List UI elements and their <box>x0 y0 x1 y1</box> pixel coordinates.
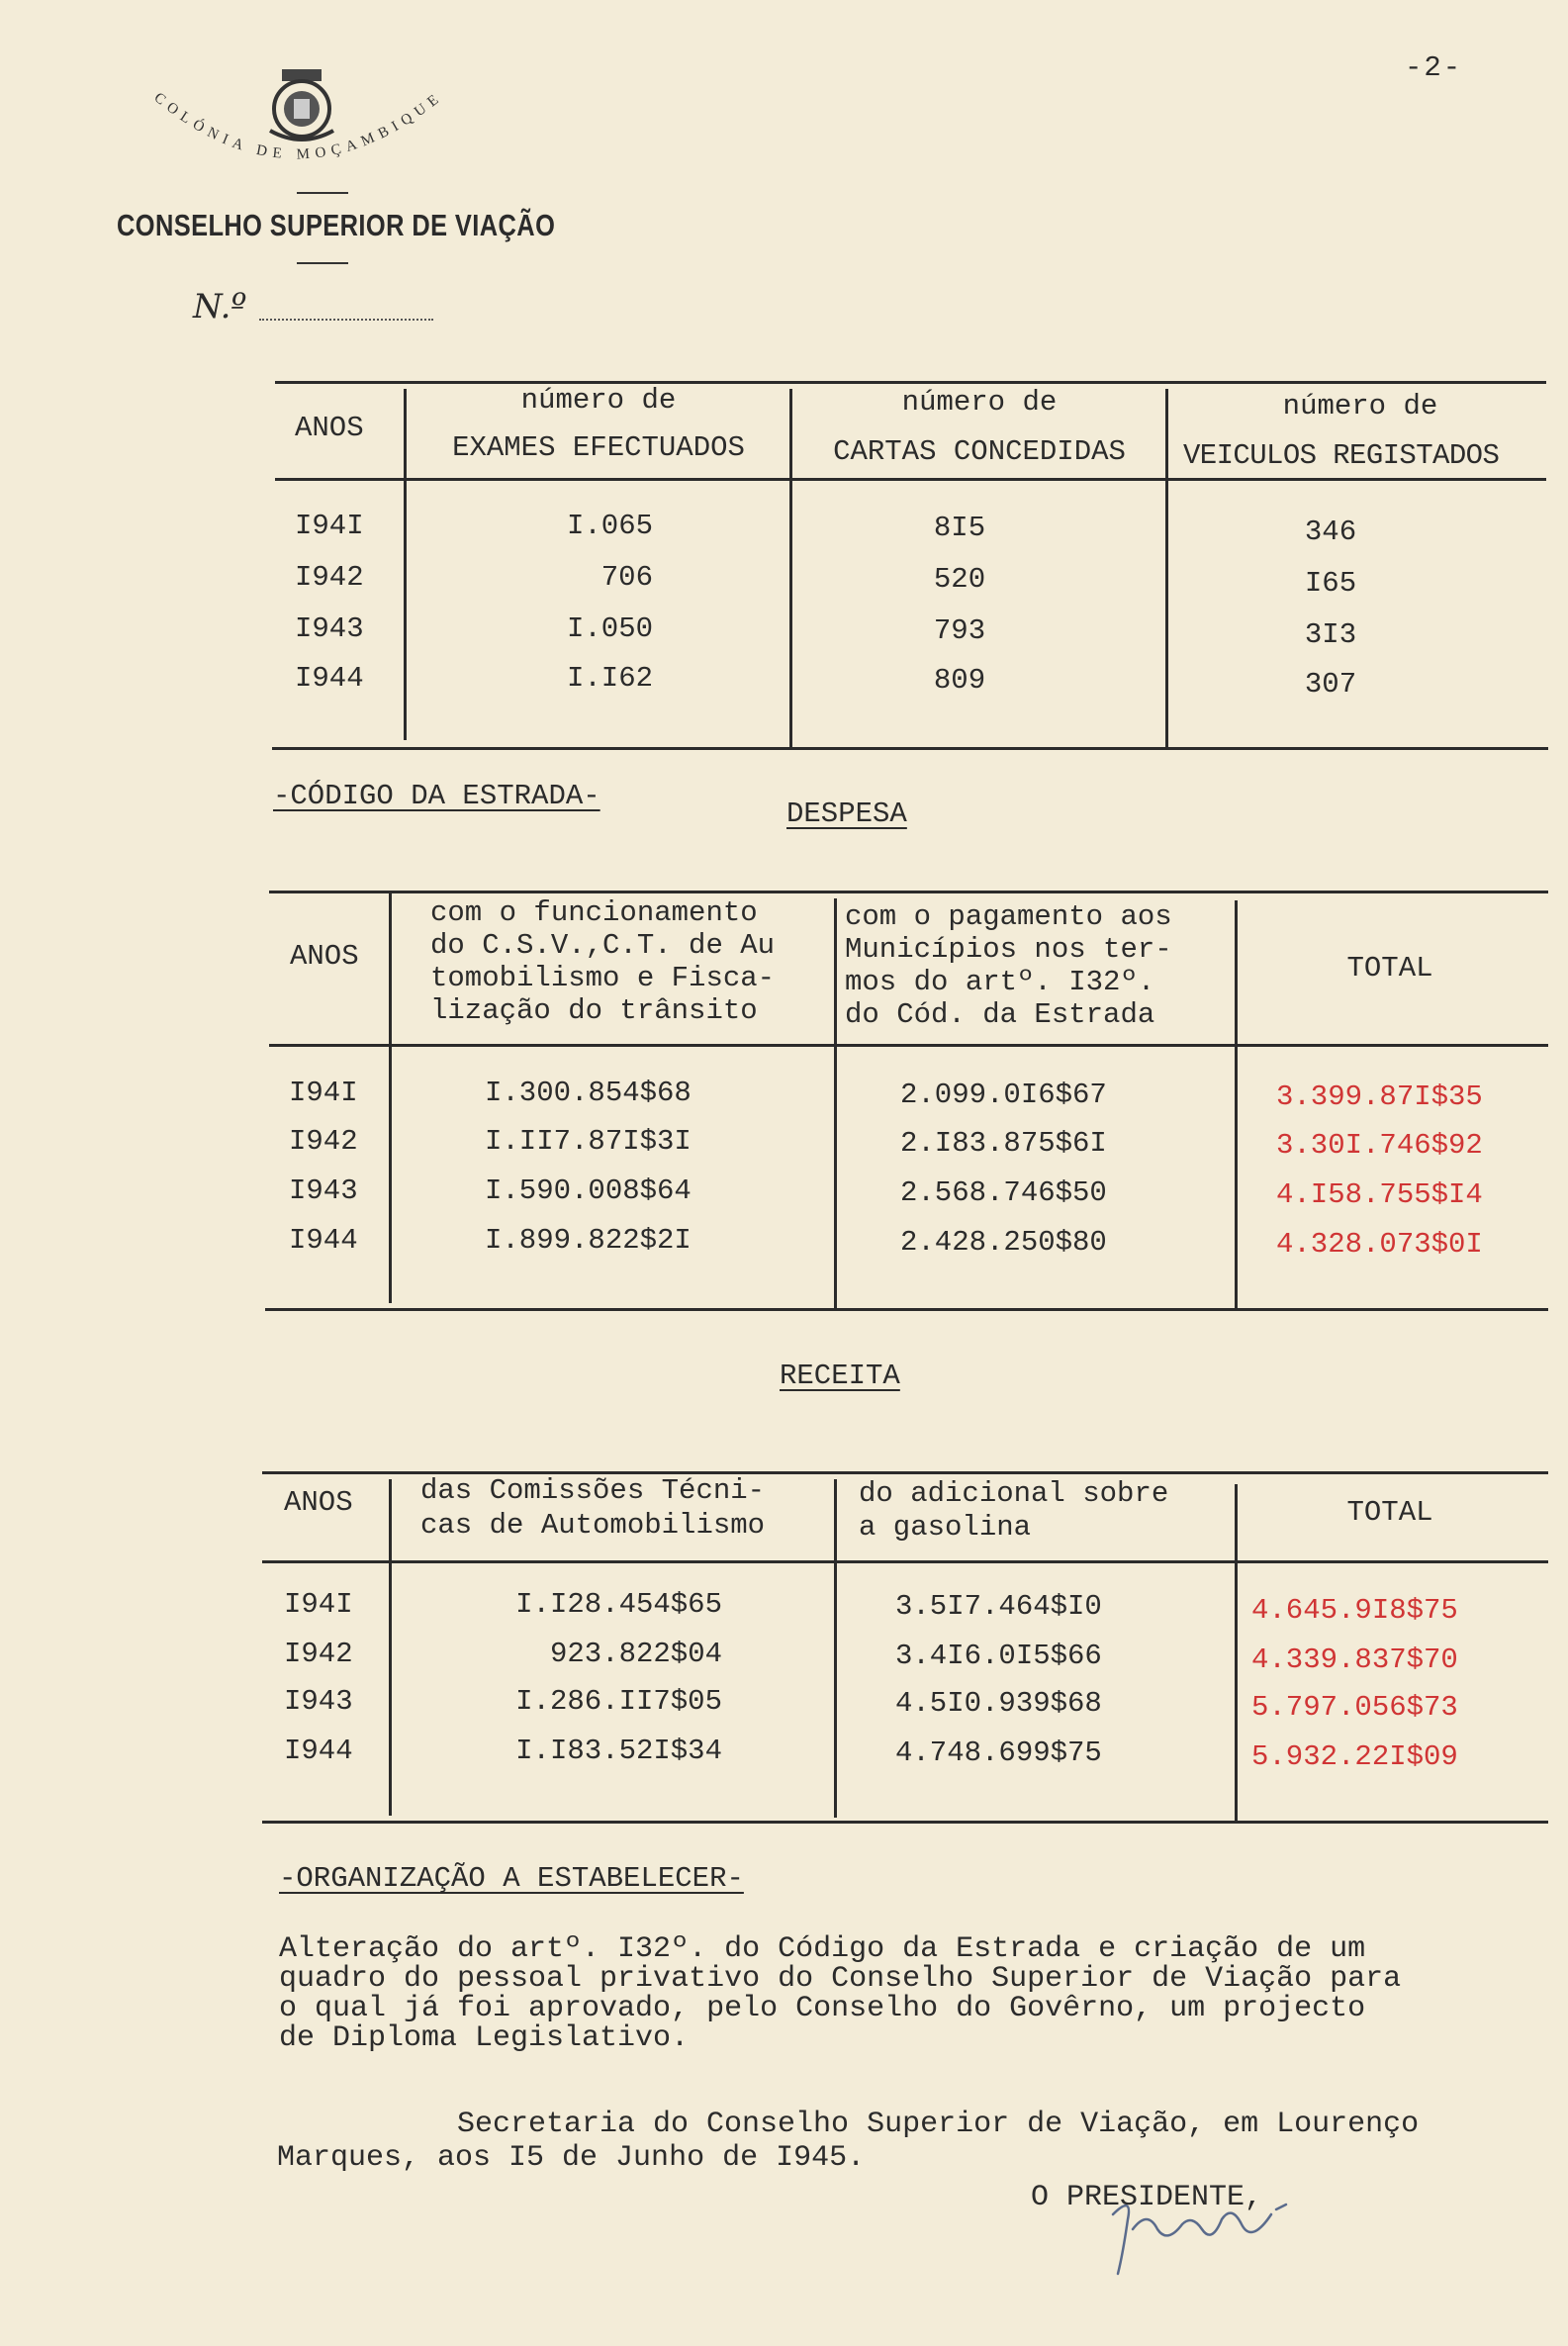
despesa-cell-pagamento: 2.428.250$80 <box>900 1226 1107 1259</box>
despesa-cell-funcionamento: I.II7.87I$3I <box>485 1125 692 1158</box>
table1-header-cartas-top: número de <box>901 386 1058 419</box>
table1-cell-exames: I.050 <box>566 612 653 645</box>
receita-cell-ano: I943 <box>284 1685 353 1718</box>
table1-header-anos: ANOS <box>295 412 364 444</box>
receita-cell-total: 4.645.9I8$75 <box>1251 1594 1458 1627</box>
letterhead-rule-bottom <box>297 262 348 264</box>
receita-cell-ano: I942 <box>284 1638 353 1670</box>
despesa-header-col2-line2: Municípios nos ter- <box>845 933 1172 966</box>
table1-cell-ano: I942 <box>295 561 364 594</box>
coat-of-arms-icon <box>262 67 341 146</box>
despesa-header-col2-line1: com o pagamento aos <box>845 900 1172 933</box>
receita-cell-adicional: 4.748.699$75 <box>895 1736 1102 1769</box>
receita-cell-comissoes: I.I83.52I$34 <box>515 1735 722 1767</box>
despesa-top-rule <box>269 891 1548 893</box>
despesa-header-col1-line1: com o funcionamento <box>430 896 758 929</box>
table1-header-cartas-bottom: CARTAS CONCEDIDAS <box>833 435 1126 468</box>
table1-cell-veiculos: I65 <box>1304 567 1357 600</box>
despesa-col-divider <box>834 898 837 1308</box>
table1-cell-ano: I944 <box>295 662 364 695</box>
receita-col-divider <box>834 1479 837 1818</box>
table1-cell-exames: I.065 <box>566 510 653 542</box>
organizacao-title: -ORGANIZAÇÃO A ESTABELECER- <box>279 1862 744 1895</box>
receita-header-col1-line2: cas de Automobilismo <box>420 1509 766 1542</box>
receita-cell-ano: I944 <box>284 1735 353 1767</box>
receita-cell-total: 5.932.22I$09 <box>1251 1740 1458 1773</box>
letterhead-rule-top <box>297 192 348 194</box>
despesa-col-divider <box>1235 900 1238 1308</box>
table1-cell-cartas: 520 <box>933 563 986 596</box>
table1-cell-veiculos: 307 <box>1304 668 1357 701</box>
receita-header-col1-line1: das Comissões Técni- <box>420 1474 766 1507</box>
table1-cell-cartas: 8I5 <box>933 512 986 544</box>
despesa-cell-ano: I943 <box>289 1174 358 1207</box>
despesa-cell-funcionamento: I.300.854$68 <box>485 1077 692 1109</box>
table1-cell-cartas: 793 <box>933 614 986 647</box>
despesa-bottom-rule <box>265 1308 1548 1311</box>
receita-header-col2-line1: do adicional sobre <box>859 1477 1169 1510</box>
receita-col-divider <box>389 1479 392 1816</box>
table1-col-divider <box>404 389 407 740</box>
table1-cell-veiculos: 346 <box>1304 516 1357 548</box>
despesa-cell-pagamento: 2.099.0I6$67 <box>900 1079 1107 1111</box>
receita-cell-comissoes: I.I28.454$65 <box>515 1588 722 1621</box>
despesa-cell-ano: I94I <box>289 1077 358 1109</box>
table1-col-divider <box>1165 389 1168 747</box>
table1-header-veiculos-top: número de <box>1282 390 1438 422</box>
table1-cell-cartas: 809 <box>933 664 986 697</box>
table1-cell-exames: I.I62 <box>566 662 653 695</box>
number-label: N.º <box>193 287 247 327</box>
receita-col-divider <box>1235 1484 1238 1821</box>
despesa-cell-total: 3.30I.746$92 <box>1276 1129 1483 1162</box>
receita-cell-total: 5.797.056$73 <box>1251 1691 1458 1724</box>
despesa-cell-total: 4.328.073$0I <box>1276 1228 1483 1261</box>
receita-cell-total: 4.339.837$70 <box>1251 1643 1458 1676</box>
despesa-title: DESPESA <box>786 798 907 830</box>
number-field-dotted-line <box>259 319 433 321</box>
despesa-cell-total: 4.I58.755$I4 <box>1276 1178 1483 1211</box>
despesa-cell-funcionamento: I.899.822$2I <box>485 1224 692 1257</box>
despesa-header-col1-line4: lização do trânsito <box>430 994 758 1027</box>
organizacao-line-2: quadro do pessoal privativo do Conselho Superior de Viação para <box>279 1962 1402 1996</box>
despesa-cell-ano: I944 <box>289 1224 358 1257</box>
receita-cell-comissoes: I.286.II7$05 <box>515 1685 722 1718</box>
despesa-header-anos: ANOS <box>290 940 359 973</box>
closing-line-2: Marques, aos I5 de Junho de I945. <box>277 2141 866 2175</box>
despesa-cell-pagamento: 2.I83.875$6I <box>900 1127 1107 1160</box>
table1-header-rule <box>275 478 1546 481</box>
section-codigo-estrada: -CÓDIGO DA ESTRADA- <box>273 780 600 812</box>
receita-cell-adicional: 3.5I7.464$I0 <box>895 1590 1102 1623</box>
table1-header-exames-top: número de <box>520 384 677 417</box>
despesa-cell-pagamento: 2.568.746$50 <box>900 1176 1107 1209</box>
despesa-cell-total: 3.399.87I$35 <box>1276 1080 1483 1113</box>
despesa-cell-funcionamento: I.590.008$64 <box>485 1174 692 1207</box>
receita-bottom-rule <box>262 1821 1548 1824</box>
table1-header-exames-bottom: EXAMES EFECTUADOS <box>452 431 745 464</box>
despesa-header-col2-line4: do Cód. da Estrada <box>845 998 1155 1031</box>
organizacao-line-4: de Diploma Legislativo. <box>279 2021 690 2055</box>
despesa-header-rule <box>269 1044 1548 1047</box>
table1-header-veiculos-bottom: VEICULOS REGISTADOS <box>1183 439 1500 472</box>
page-number: -2- <box>1405 51 1463 84</box>
receita-title: RECEITA <box>780 1360 900 1392</box>
table1-cell-ano: I943 <box>295 612 364 645</box>
despesa-header-col1-line3: tomobilismo e Fisca- <box>430 962 776 994</box>
receita-header-anos: ANOS <box>284 1486 353 1519</box>
receita-cell-adicional: 3.4I6.0I5$66 <box>895 1640 1102 1672</box>
receita-cell-ano: I94I <box>284 1588 353 1621</box>
despesa-header-total: TOTAL <box>1346 952 1433 985</box>
table1-bottom-rule <box>272 747 1548 750</box>
despesa-cell-ano: I942 <box>289 1125 358 1158</box>
receita-cell-adicional: 4.5I0.939$68 <box>895 1687 1102 1720</box>
receita-header-rule <box>262 1560 1548 1563</box>
despesa-col-divider <box>389 893 392 1303</box>
organizacao-line-3: o qual já foi aprovado, pelo Conselho do Govêrno, um projecto <box>279 1992 1366 2025</box>
despesa-header-col1-line2: do C.S.V.,C.T. de Au <box>430 929 776 962</box>
despesa-header-col2-line3: mos do artº. I32º. <box>845 966 1155 998</box>
table1-col-divider <box>789 389 792 747</box>
closing-line-1: Secretaria do Conselho Superior de Viação, em Lourenço <box>457 2108 1420 2141</box>
receita-header-col2-line2: a gasolina <box>859 1511 1032 1544</box>
table1-cell-veiculos: 3I3 <box>1304 618 1357 651</box>
signatory-label: O PRESIDENTE, <box>1031 2181 1263 2214</box>
handwritten-signature <box>1073 2175 1311 2284</box>
organizacao-line-1: Alteração do artº. I32º. do Código da Estrada e criação de um <box>279 1932 1366 1966</box>
council-name: CONSELHO SUPERIOR DE VIAÇÃO <box>117 208 556 242</box>
colony-arc-label: COLÓNIA DE MOÇAMBIQUE <box>150 88 447 163</box>
receita-cell-comissoes: 923.822$04 <box>549 1638 722 1670</box>
receita-header-total: TOTAL <box>1346 1496 1433 1529</box>
table1-cell-exames: 706 <box>600 561 653 594</box>
table1-cell-ano: I94I <box>295 510 364 542</box>
